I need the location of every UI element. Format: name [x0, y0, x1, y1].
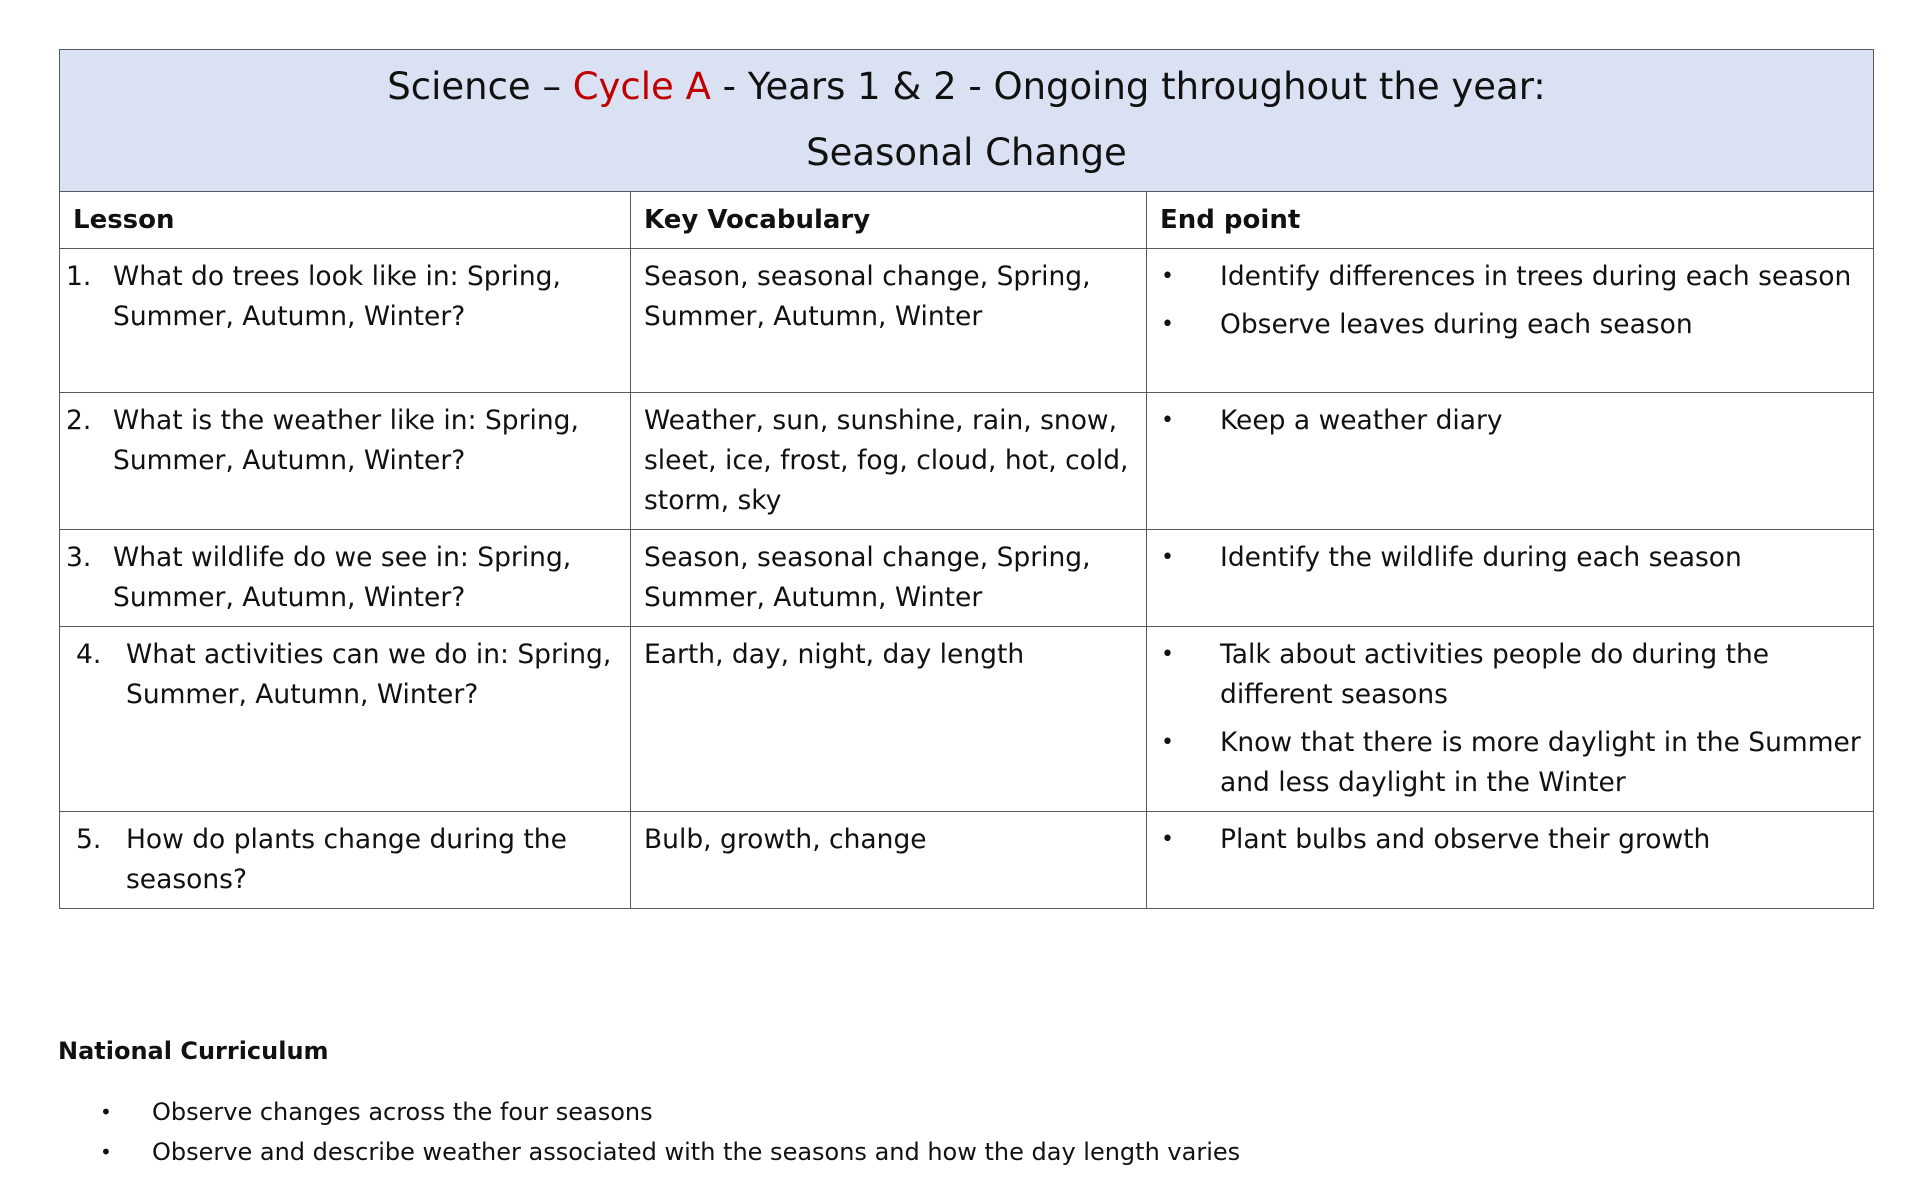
bullet-icon: • [1161, 264, 1174, 289]
lesson-question: What wildlife do we see in: Spring, Summer, Autumn, Winter? [113, 542, 572, 613]
vocabulary-cell: Earth, day, night, day length [631, 627, 1147, 812]
lesson-cell [60, 249, 631, 393]
lesson-cell [60, 393, 631, 530]
bullet-icon: • [100, 1100, 112, 1124]
list-item: • Observe and describe weather associated with the seasons and how the day length varies [100, 1132, 1240, 1172]
end-point-item: • Keep a weather diary [1161, 401, 1863, 441]
lesson-number: 2. [66, 405, 92, 436]
national-curriculum-list [100, 1092, 1240, 1172]
table-row [60, 393, 1874, 530]
end-point-cell [1147, 812, 1874, 909]
bullet-icon: • [1161, 730, 1174, 755]
end-point-item: • Identify the wildlife during each season [1161, 538, 1863, 578]
table-row [60, 627, 1874, 812]
column-header-end-point: End point [1147, 192, 1874, 249]
science-plan-table [59, 49, 1874, 909]
table-row [60, 530, 1874, 627]
lesson-cell [60, 627, 631, 812]
lesson-question: How do plants change during the seasons? [126, 824, 567, 895]
table-row [60, 249, 1874, 393]
end-point-item: • Observe leaves during each season [1161, 305, 1863, 345]
end-point-cell [1147, 627, 1874, 812]
list-item: • Observe changes across the four seasons [100, 1092, 1240, 1132]
end-point-cell [1147, 393, 1874, 530]
end-point-item: • Plant bulbs and observe their growth [1161, 820, 1863, 860]
lesson-question: What activities can we do in: Spring, Summer, Autumn, Winter? [126, 639, 612, 710]
end-point-cell [1147, 249, 1874, 393]
title-banner [60, 50, 1874, 192]
vocabulary-cell: Weather, sun, sunshine, rain, snow, sleet, ice, frost, fog, cloud, hot, cold, storm, sky [631, 393, 1147, 530]
end-point-item: • Know that there is more daylight in the Summer and less daylight in the Winter [1161, 723, 1863, 803]
lesson-question: What do trees look like in: Spring, Summer, Autumn, Winter? [113, 261, 561, 332]
vocabulary-cell: Season, seasonal change, Spring, Summer, Autumn, Winter [631, 530, 1147, 627]
lesson-cell [60, 812, 631, 909]
end-point-item: • Talk about activities people do during the different seasons [1161, 635, 1863, 715]
vocabulary-cell: Bulb, growth, change [631, 812, 1147, 909]
end-point-cell [1147, 530, 1874, 627]
end-point-item: • Identify differences in trees during each season [1161, 257, 1863, 297]
bullet-icon: • [1161, 827, 1174, 852]
lesson-number: 1. [66, 261, 92, 292]
bullet-icon: • [100, 1140, 112, 1164]
page-subtitle: Seasonal Change [806, 131, 1127, 174]
table-row [60, 812, 1874, 909]
national-curriculum-heading: National Curriculum [58, 1037, 329, 1065]
bullet-icon: • [1161, 408, 1174, 433]
cycle-label: Cycle A [572, 65, 711, 108]
vocabulary-cell: Season, seasonal change, Spring, Summer, Autumn, Winter [631, 249, 1147, 393]
lesson-cell [60, 530, 631, 627]
lesson-question: What is the weather like in: Spring, Summer, Autumn, Winter? [113, 405, 579, 476]
lesson-number: 3. [66, 542, 92, 573]
column-header-lesson: Lesson [60, 192, 631, 249]
bullet-icon: • [1161, 545, 1174, 570]
bullet-icon: • [1161, 312, 1174, 337]
lesson-number: 4. [76, 639, 102, 670]
column-header-vocabulary: Key Vocabulary [631, 192, 1147, 249]
bullet-icon: • [1161, 642, 1174, 667]
page-title: Science – Cycle A - Years 1 & 2 - Ongoing throughout the year: [387, 65, 1546, 108]
lesson-number: 5. [76, 824, 102, 855]
